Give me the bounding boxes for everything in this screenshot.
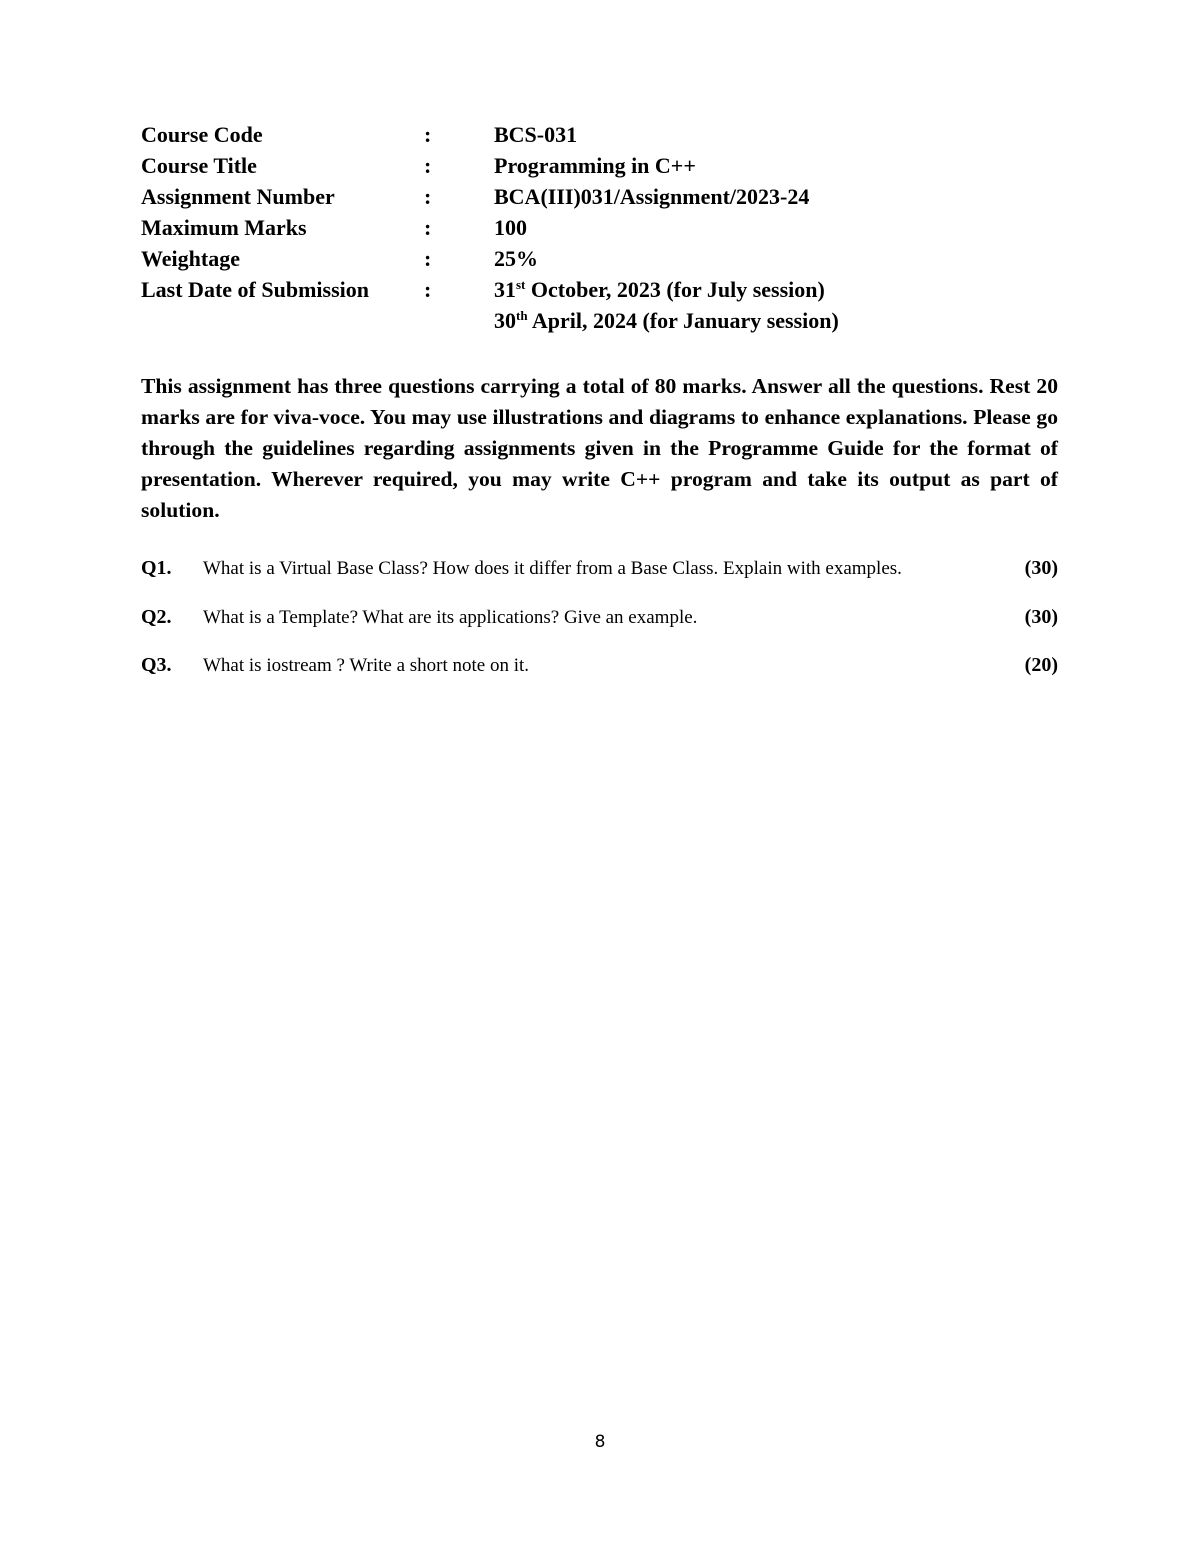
meta-label: Assignment Number (141, 184, 335, 209)
question-item (141, 606, 1058, 655)
meta-colon: : (424, 277, 432, 302)
maximum-marks-value: 100 (494, 215, 527, 240)
meta-label: Course Title (141, 153, 257, 178)
course-code-value: BCS-031 (494, 122, 578, 147)
weightage-value: 25% (494, 246, 538, 271)
meta-colon: : (424, 122, 432, 147)
date-rest: April, 2024 (for January session) (527, 308, 839, 333)
meta-colon: : (424, 246, 432, 271)
date-day: 30 (494, 308, 516, 333)
question-text: What is iostream ? Write a short note on it. (203, 655, 530, 676)
course-code-row (141, 122, 1041, 153)
question-item (141, 654, 1058, 703)
submission-date-row (141, 277, 1041, 308)
course-title-row (141, 153, 1041, 184)
question-marks: (20) (1024, 654, 1058, 676)
submission-date-row-2 (141, 308, 1041, 339)
question-number: Q3. (141, 654, 172, 676)
weightage-row (141, 246, 1041, 277)
question-marks: (30) (1024, 605, 1058, 628)
question-number: Q1. (141, 557, 172, 579)
assignment-number-row (141, 184, 1041, 215)
maximum-marks-row (141, 215, 1041, 246)
date-rest: October, 2023 (for July session) (525, 277, 825, 302)
assignment-number-value: BCA(III)031/Assignment/2023-24 (494, 184, 810, 209)
question-item (141, 557, 1058, 606)
meta-label: Last Date of Submission (141, 277, 369, 302)
question-list (141, 557, 1058, 703)
meta-label: Weightage (141, 246, 240, 271)
page-number: 8 (594, 1432, 606, 1452)
date-ordinal: st (516, 277, 526, 292)
course-title-value: Programming in C++ (494, 153, 696, 178)
july-session-date (494, 277, 1041, 303)
question-marks: (30) (1024, 557, 1058, 579)
date-day: 31 (494, 277, 516, 302)
meta-colon: : (424, 184, 432, 209)
january-session-date (494, 308, 1041, 334)
date-ordinal: th (516, 308, 528, 323)
meta-colon: : (424, 153, 432, 178)
meta-label: Maximum Marks (141, 215, 307, 240)
meta-label: Course Code (141, 122, 263, 147)
meta-colon: : (424, 215, 432, 240)
question-text: What is a Template? What are its applications? Give an example. (203, 606, 698, 628)
assignment-details (141, 122, 1041, 339)
question-text: What is a Virtual Base Class? How does it differ from a Base Class. Explain with examples. (203, 558, 902, 579)
question-number: Q2. (141, 605, 172, 628)
assignment-instructions: This assignment has three questions carrying a total of 80 marks. Answer all the questions. Rest 20 marks are for viva-voce. You may use illustrations and diagrams to enhance explanations. Please go through the guidelines regarding assignments given in the Programme Guide for the format of presentation. Wherever required, you may write C++ program and take its output as part of solution. (141, 374, 1058, 522)
